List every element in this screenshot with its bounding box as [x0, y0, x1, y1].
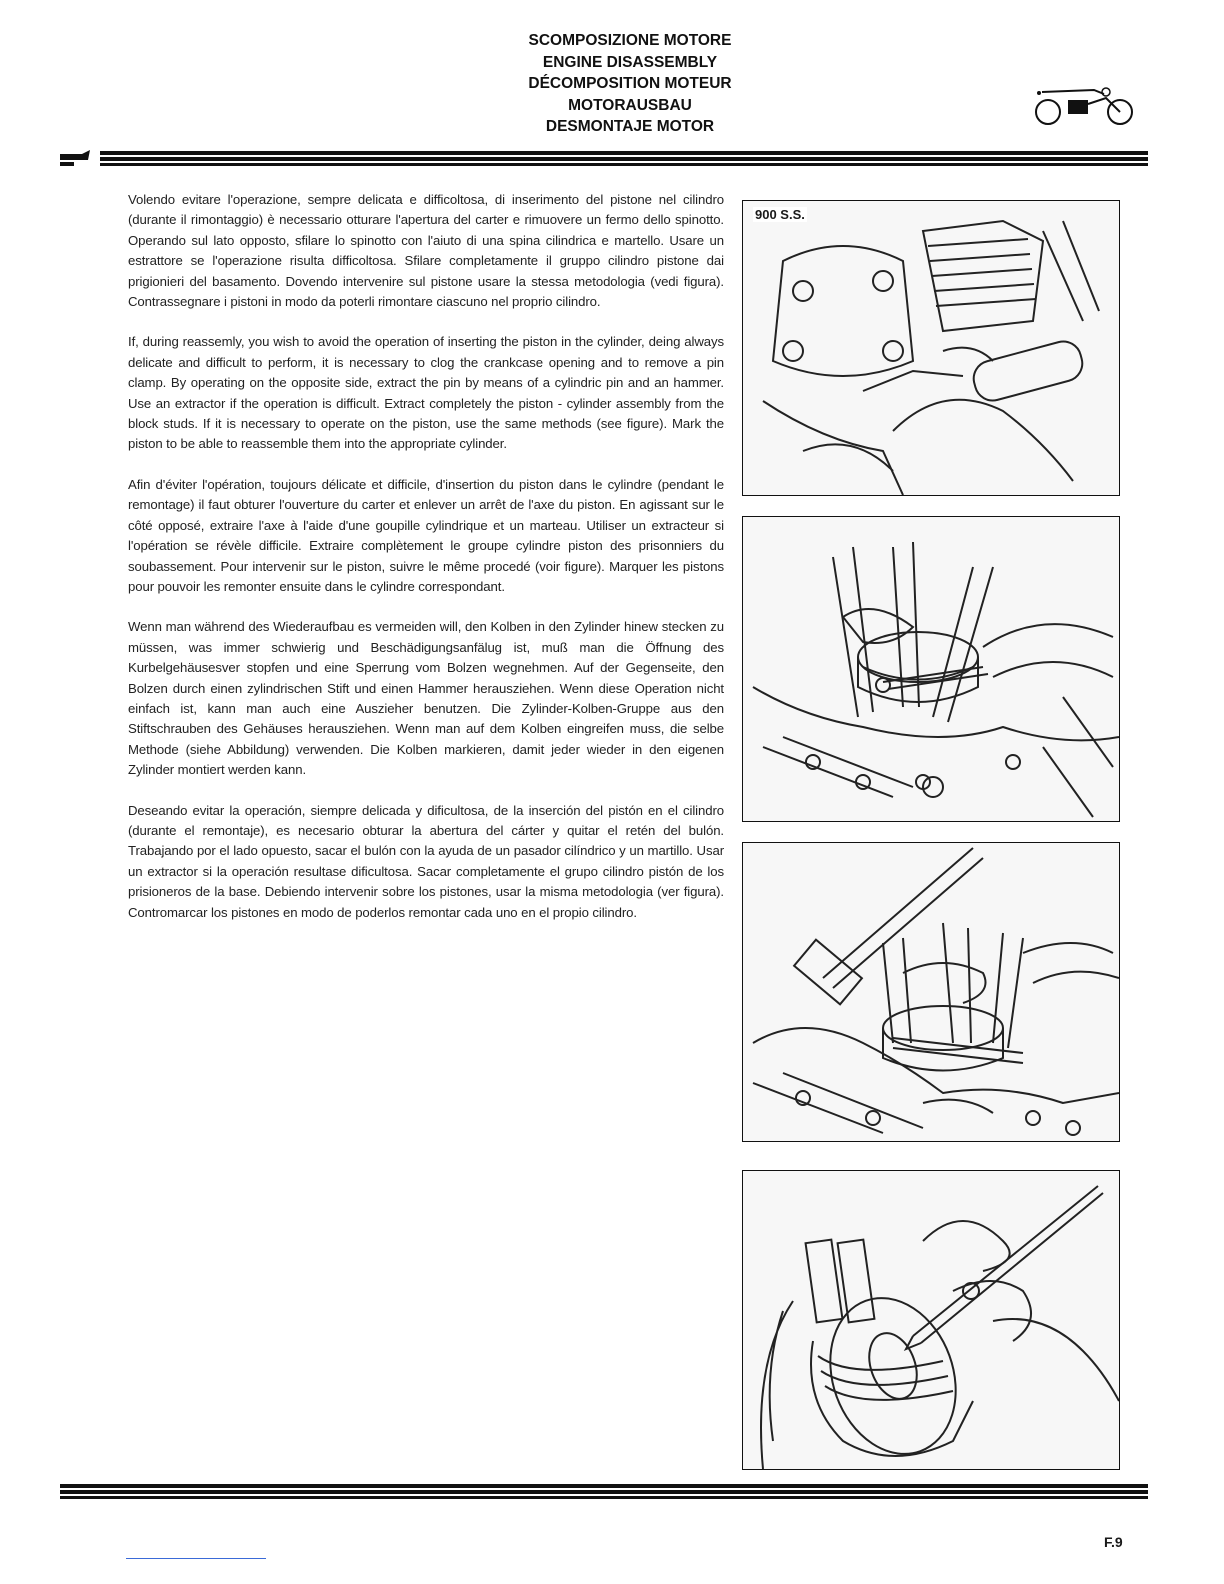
figure-piston-pin-circlip [742, 516, 1120, 822]
paragraph-it: Volendo evitare l'operazione, sempre delicata e difficoltosa, di inserimento del pistone nel cilindro (durante il rimontaggio) è necessario otturare l'apertura del carter e rimuovere un fermo dello spinotto. Operando sul lato opposto, sfilare lo spinotto con l'aiuto di una spina cilindrica e martello. Usare un estrattore se l'operazione risulta difficoltosa. Sfilare completamente il gruppo cilindro pistone dai prigionieri del basamento. Dovendo intervenire sul pistone usare la stessa metodologia (vedi figura). Contrassegnare i pistoni in modo da poterli rimontare ciascuno nel proprio cilindro. [128, 192, 724, 310]
title-it: SCOMPOSIZIONE MOTORE [528, 32, 732, 49]
cylinder-removal-illustration [743, 201, 1119, 495]
title-es: DESMONTAJE MOTOR [545, 118, 715, 135]
page-titles [460, 30, 800, 138]
piston-pin-illustration [743, 517, 1119, 821]
header-divider [60, 148, 1160, 170]
paragraph-es: Deseando evitar la operación, siempre delicada y dificultosa, de la inserción del pistón en el cilindro (durante el remontaje), es necesario obturar la abertura del cárter y quitar el retén del bulón. Trabajando por el lado opuesto, sacar el bulón con la ayuda de un pasador cilíndrico y un martillo. Usar un extractor si la operación resultase dificultosa. Sacar completamente el grupo cilindro pistón de los prisioneros de la base. Debiendo intervenir sobre los pistones, usar la misma metodologia (ver figura). Contromarcar los pistones en modo de poderlos remontar cada uno en el propio cilindro. [128, 802, 724, 920]
footer-divider [60, 1482, 1160, 1504]
figure-label: 900 S.S. [755, 207, 805, 222]
figure-marking-piston [742, 1170, 1120, 1470]
page-number: F.9 [1104, 1534, 1123, 1550]
text-column [128, 190, 724, 943]
hammer-extraction-illustration [743, 843, 1119, 1141]
paragraph-en: If, during reassemly, you wish to avoid the operation of inserting the piston in the cylinder, deing always delicate and difficult to perform, it is necessary to clog the crankcase opening and to remove a pin clamp. By operating on the opposite side, extract the pin by means of a cylindric pin and an hammer. Use an extractor if the operation is difficult. Extract completely the piston - cylinder assembly from the block studs. If it is necessary to operate on the piston, use the same methods (see figure). Mark the piston to be able to reassemble them into the appropriate cylinder. [128, 334, 724, 452]
title-fr: DÉCOMPOSITION MOTEUR [528, 75, 732, 92]
figure-cylinder-removal [742, 200, 1120, 496]
figure-hammer-pin-extraction [742, 842, 1120, 1142]
title-de: MOTORAUSBAU [568, 96, 692, 114]
motorcycle-engine-icon [1034, 82, 1134, 128]
paragraph-de: Wenn man während des Wiederaufbau es vermeiden will, den Kolben in den Zylinder hinew stecken zu müssen, was immer schwierig und Beschädigungsanfälug ist, muß man die Öffnung des Kurbelgehäusesver stopfen und eine Sperrung vom Bolzen wegnehmen. Auf der Gegenseite, den Bolzen durch einen zylindrischen Stift und einen Hammer herausziehen. Wenn diese Operation nicht einfach ist, kann man auch eine Auszieher benutzen. Die Zylinder-Kolben-Gruppe aus den Stiftschrauben des Gehäuses herausziehen. Wenn man auf dem Kolben eingreifen muss, die selbe Methode (siehe Abbildung) verwenden. Die Kolben markieren, damit jeder wieder in den eigenen Zylinder montiert werden kann. [128, 619, 724, 778]
piston-marking-illustration [743, 1171, 1119, 1469]
link-underline [126, 1558, 266, 1559]
title-en: ENGINE DISASSEMBLY [542, 53, 718, 71]
paragraph-fr: Afin d'éviter l'opération, toujours délicate et difficile, d'insertion du piston dans le cylindre (pendant le remontage) il faut obturer l'ouverture du carter et enlever un arrêt de l'axe du piston. En agissant sur le côté opposé, extraire l'axe à l'aide d'une goupille cylindrique et un marteau. Utiliser un extracteur si l'opération se révèle difficile. Extraire complètement le groupe cylindre piston des prisonniers du soubassement. Pour intervenir sur le piston, suivre le même procedé (voir figure). Marquer les pistons pour pouvoir les remonter ensuite dans le cylindre correspondant. [128, 476, 724, 594]
